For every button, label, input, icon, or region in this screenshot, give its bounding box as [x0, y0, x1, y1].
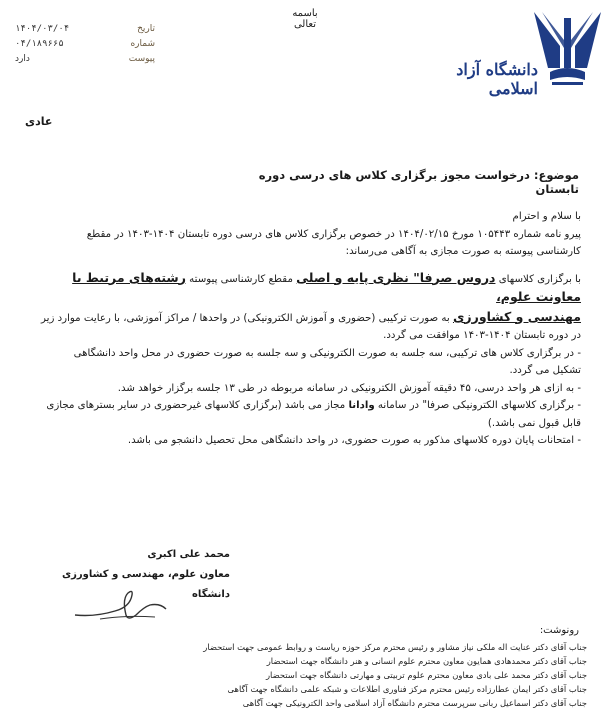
cc-item: جناب آقای دکتر محمد علی بادی معاون محترم علوم تربیتی و مهارتی دانشگاه جهت استحضار	[266, 670, 587, 680]
number-label: شماره	[130, 39, 155, 49]
signer-title: معاون علوم، مهندسی و کشاورزی دانشگاه	[61, 569, 230, 600]
paragraph-2-line-3: در دوره تابستان ۱۴۰۴-۱۴۰۳ موافقت می گردد.	[383, 330, 581, 341]
paragraph-2-line-2	[26, 308, 581, 328]
university-name: دانشگاه آزاد اسلامی	[456, 60, 538, 98]
cc-item: جناب آقای دکتر عنایت اله ملکی نیاز مشاور و رئیس محترم مرکز حوزه ریاست و روابط عمومی جهت استحضار	[203, 642, 587, 652]
para2-c: مقطع کارشناسی پیوسته	[189, 273, 293, 285]
para2-a: با برگزاری کلاسهای	[498, 273, 581, 285]
letter-subject: موضوع: درخواست مجوز برگزاری کلاس های درسی دوره تابستان	[258, 168, 579, 196]
date-row	[15, 22, 155, 37]
bismillah-text: باسمه تعالی	[292, 8, 318, 30]
number-value: ۰۴/۱۸۹۶۶۵	[15, 39, 64, 49]
item-3-line-2: قابل قبول نمی باشد.)	[487, 417, 581, 429]
priority-label: عادی	[25, 115, 53, 128]
para2-b: دروس صرفا" نظری پایه و اصلی	[296, 269, 496, 285]
cc-title: رونوشت:	[539, 625, 579, 636]
attachment-value: دارد	[15, 54, 30, 64]
signature-icon	[70, 585, 180, 625]
item-2: - به ازای هر واحد درسی، ۴۵ دقیقه آموزش الکترونیکی در سامانه مربوطه در طی ۱۳ جلسه برگزار خواهد شد.	[117, 382, 581, 394]
number-row	[15, 37, 155, 52]
paragraph-1-line-1: پیرو نامه شماره ۱۰۵۴۴۳ مورخ ۱۴۰۴/۰۲/۱۵ در خصوص برگزاری کلاس های درسی دوره تابستان ۱۴۰۴-۱۴۰۳ در مقطع	[86, 228, 581, 240]
item3-b: وادانا	[348, 400, 375, 411]
item3-a: - برگزاری کلاسهای الکترونیکی صرفا" در سامانه	[377, 400, 581, 411]
item-4: - امتحانات پایان دوره کلاسهای مذکور به صورت حضوری، در واحد دانشگاهی محل تحصیل دانشجو می باشد.	[127, 435, 581, 446]
item-1-line-2: تشکیل می گردد.	[509, 365, 581, 376]
date-label: تاریخ	[137, 24, 155, 34]
para2-d: رشته‌های مرتبط با معاونت علوم،	[72, 269, 581, 304]
paragraph-2-line-1	[26, 269, 581, 308]
item-1-line-1: - در برگزاری کلاس های ترکیبی، سه جلسه به صورت الکترونیکی و سه جلسه به صورت حضوری در محل واحد دانشگاهی	[73, 347, 581, 359]
letter-body	[26, 208, 581, 450]
university-logo-icon	[530, 8, 605, 88]
para2-e: مهندسی و کشاورزی	[452, 308, 581, 324]
cc-item: جناب آقای دکتر اسماعیل ربانی سرپرست محترم دانشگاه آزاد اسلامی واحد الکترونیکی جهت آگاهی	[242, 698, 587, 708]
item3-c: مجاز می باشد (برگزاری کلاسهای غیرحضوری در سایر بسترهای مجازی	[46, 400, 346, 411]
bismillah-heading	[285, 8, 325, 40]
cc-list	[167, 640, 587, 710]
item-3-line-1	[26, 397, 581, 415]
attachment-label: پیوست	[128, 54, 155, 64]
paragraph-1-line-2: کارشناسی پیوسته به صورت مجازی به آگاهی می‌رساند:	[345, 246, 581, 257]
attachment-row	[15, 52, 155, 67]
letter-meta	[15, 22, 155, 67]
cc-item: جناب آقای دکتر محمدهادی همایون معاون محترم علوم انسانی و هنر دانشگاه جهت استحضار	[266, 656, 587, 666]
greeting: با سلام و احترام	[512, 211, 581, 222]
cc-item: جناب آقای دکتر ایمان عطارزاده رئیس محترم مرکز فناوری اطلاعات و شبکه علمی دانشگاه جهت آگاهی	[227, 684, 587, 694]
date-value: ۱۴۰۴/۰۳/۰۴	[15, 24, 70, 34]
signer-name: محمد علی اکبری	[147, 549, 230, 560]
para2-f: به صورت ترکیبی (حضوری و آموزش الکترونیکی) در واحدها / مراکز آموزشی، با رعایت موارد زیر	[41, 312, 450, 324]
